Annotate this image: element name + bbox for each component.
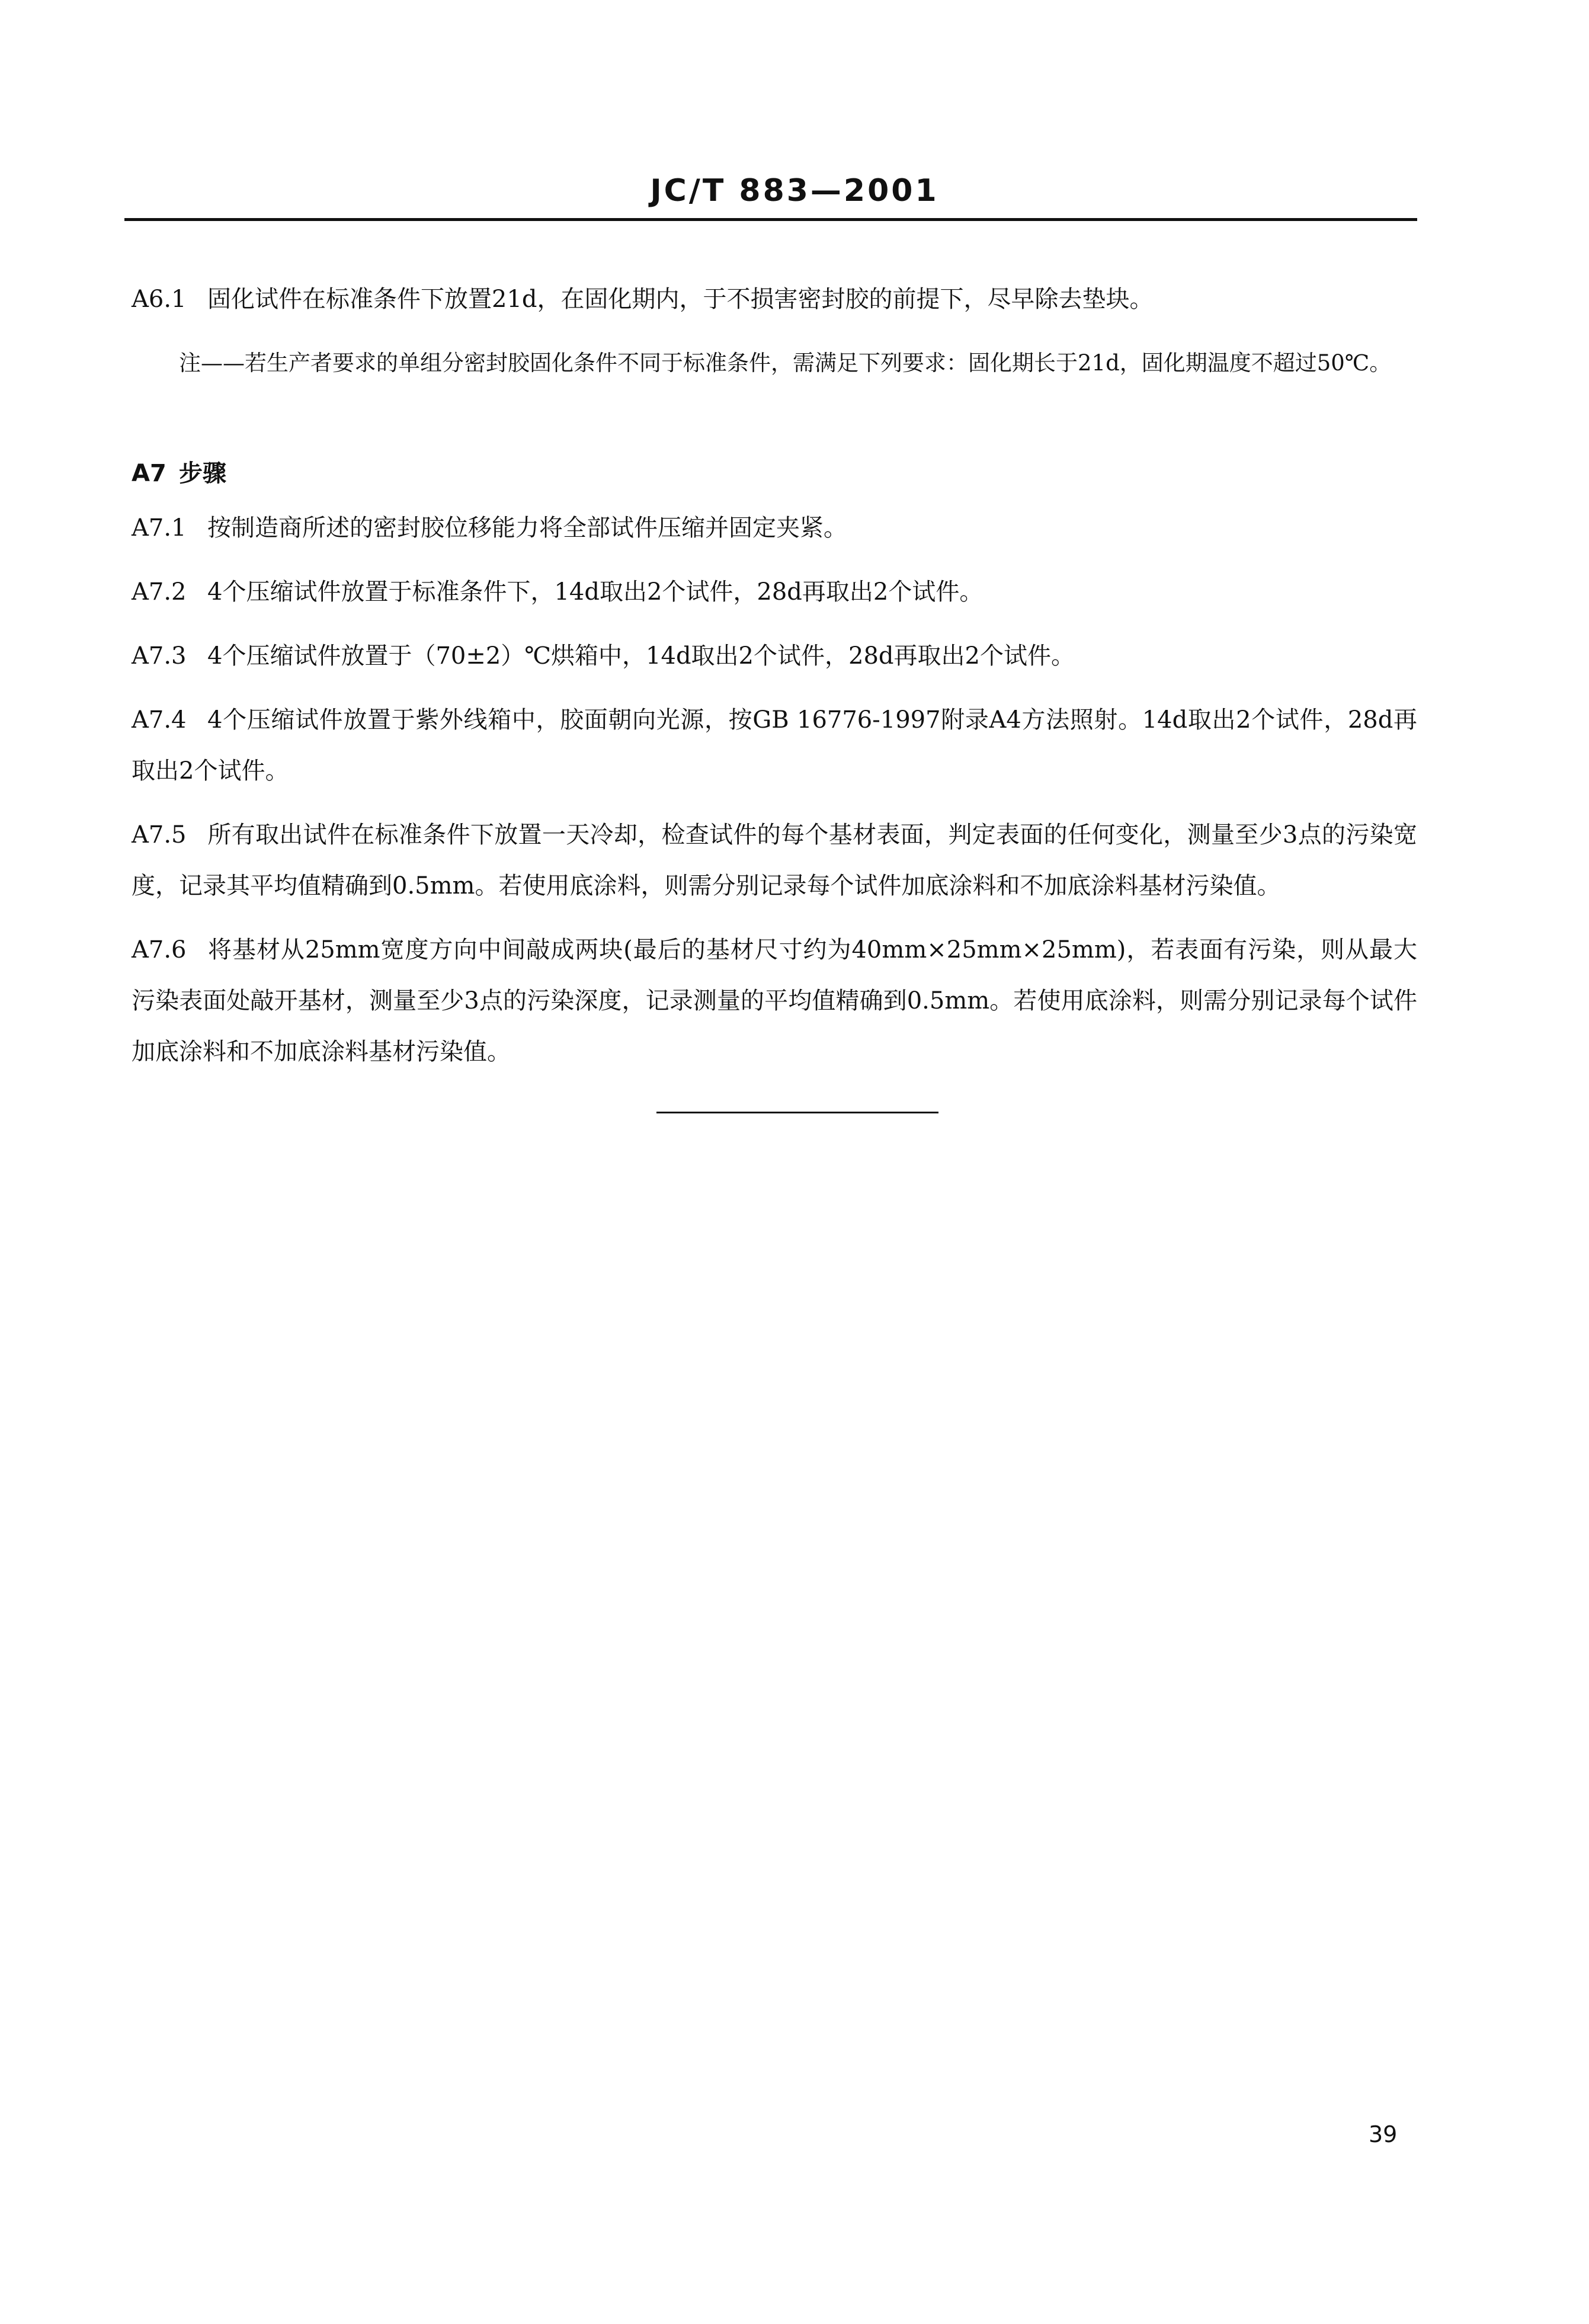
section-title: 步骤 <box>179 460 226 487</box>
clause-number: A7.3 <box>132 642 187 670</box>
section-number: A7 <box>132 460 166 487</box>
clause-a6-1 <box>132 274 1417 325</box>
clause-a7-4 <box>132 694 1417 796</box>
clause-text: 4个压缩试件放置于标准条件下，14d取出2个试件，28d再取出2个试件。 <box>207 578 983 606</box>
document-body <box>132 274 1417 1090</box>
clause-text: 所有取出试件在标准条件下放置一天冷却，检查试件的每个基材表面，判定表面的任何变化，测量至少3点的污染宽度，记录其平均值精确到0.5mm。若使用底涂料，则需分别记录每个试件加底涂料和不加底涂料基材污染值。 <box>132 821 1417 899</box>
clause-number: A7.6 <box>132 936 187 963</box>
clause-number: A7.5 <box>132 821 187 849</box>
clause-number: A7.4 <box>132 706 187 734</box>
clause-a7-3 <box>132 630 1417 681</box>
clause-text: 将基材从25mm宽度方向中间敲成两块(最后的基材尺寸约为40mm×25mm×25mm)，若表面有污染，则从最大污染表面处敲开基材，测量至少3点的污染深度，记录测量的平均值精确到0.5mm。若使用底涂料，则需分别记录每个试件加底涂料和不加底涂料基材污染值。 <box>132 936 1417 1065</box>
clause-text: 4个压缩试件放置于紫外线箱中，胶面朝向光源，按GB 16776-1997附录A4方法照射。14d取出2个试件，28d再取出2个试件。 <box>132 706 1417 785</box>
clause-text: 固化试件在标准条件下放置21d，在固化期内，于不损害密封胶的前提下，尽早除去垫块。 <box>207 286 1154 313</box>
clause-a7-2 <box>132 566 1417 617</box>
clause-text: 4个压缩试件放置于（70±2）℃烘箱中，14d取出2个试件，28d再取出2个试件。 <box>207 642 1075 670</box>
clause-text: 按制造商所述的密封胶位移能力将全部试件压缩并固定夹紧。 <box>207 514 847 542</box>
end-of-document-rule <box>656 1112 938 1113</box>
clause-a7-1 <box>132 502 1417 553</box>
clause-number: A6.1 <box>132 286 187 313</box>
clause-a7-6 <box>132 924 1417 1077</box>
clause-number: A7.2 <box>132 578 187 606</box>
clause-number: A7.1 <box>132 514 187 542</box>
page-number: 39 <box>1369 2121 1398 2147</box>
section-heading-a7 <box>132 448 1417 499</box>
clause-a7-5 <box>132 809 1417 911</box>
header-divider <box>124 218 1417 221</box>
note-paragraph: 注——若生产者要求的单组分密封胶固化条件不同于标准条件，需满足下列要求：固化期长于21d，固化期温度不超过50℃。 <box>179 350 1392 376</box>
standard-header-title: JC/T 883—2001 <box>650 173 939 209</box>
